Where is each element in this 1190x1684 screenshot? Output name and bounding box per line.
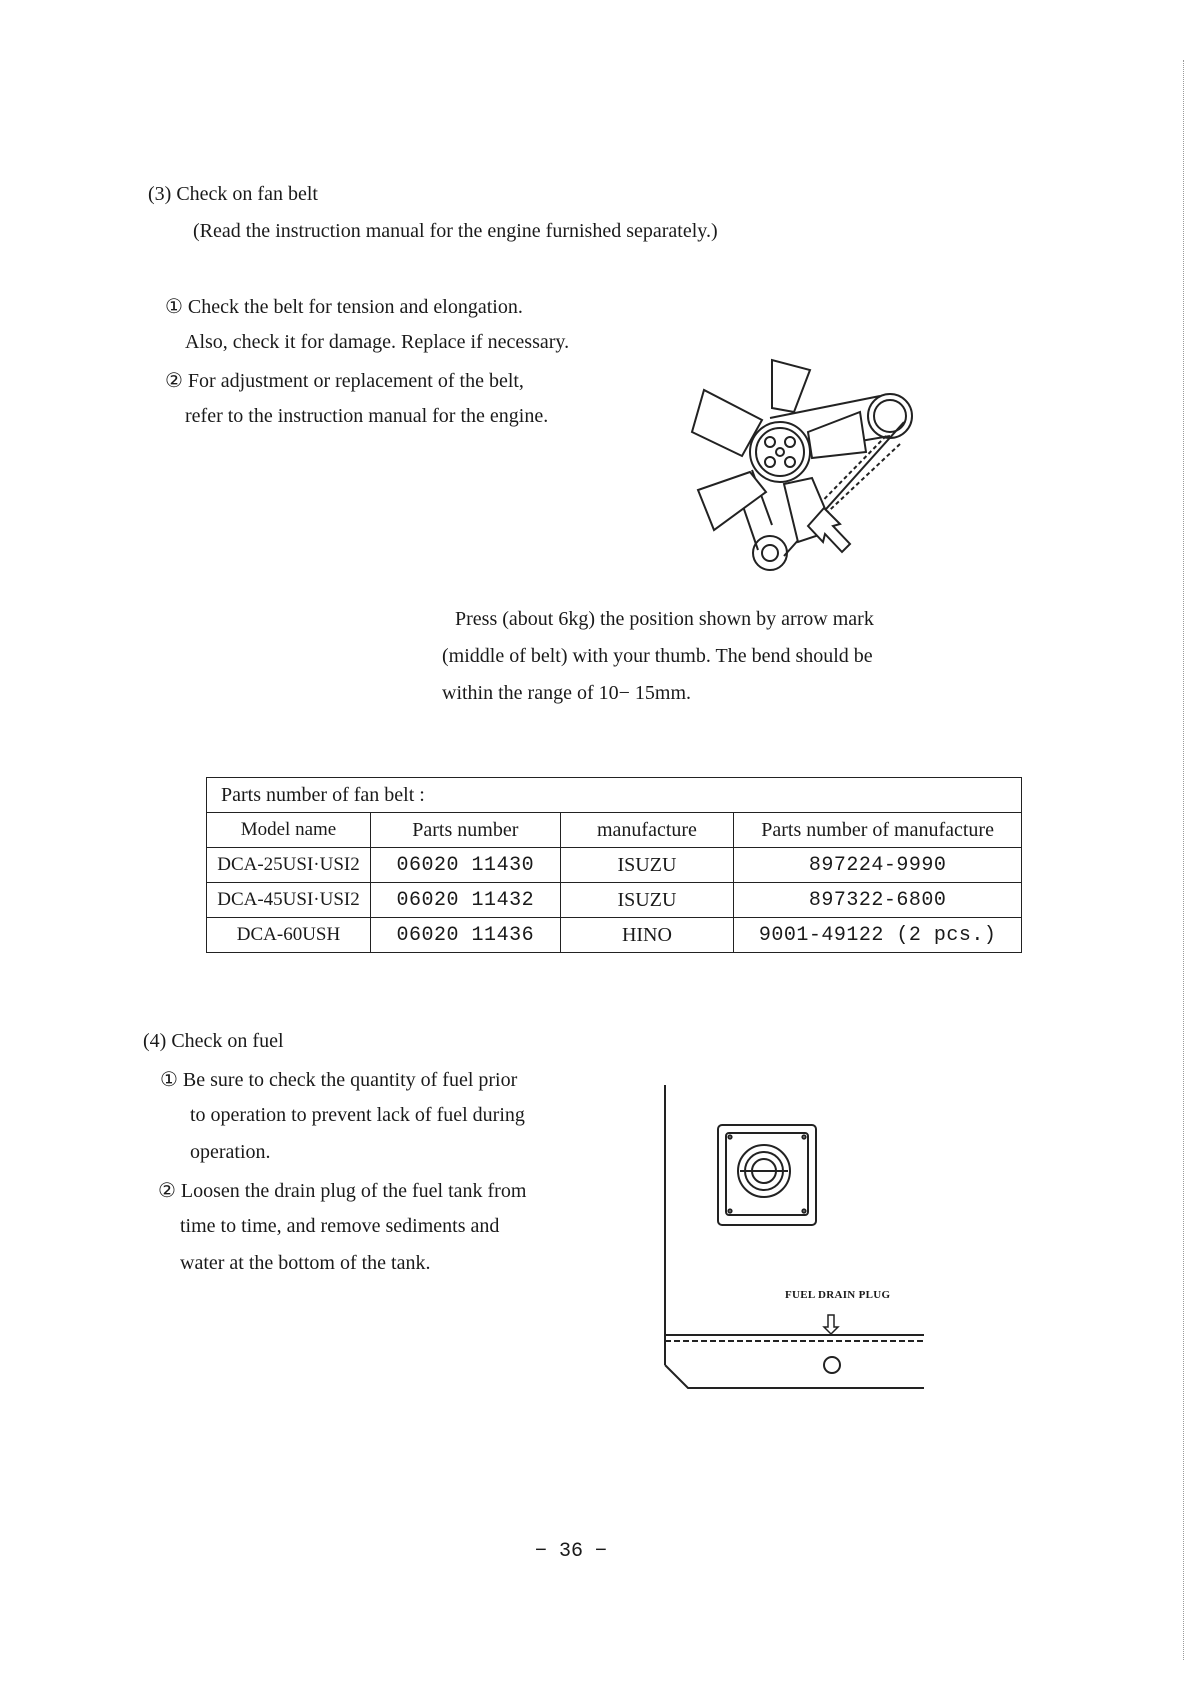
cell-model: DCA-60USH <box>207 918 371 953</box>
section3-heading: (3) Check on fan belt <box>148 183 318 205</box>
section4-item1-line1: ① Be sure to check the quantity of fuel prior <box>160 1069 518 1091</box>
section4-item1-line2: to operation to prevent lack of fuel during <box>190 1104 525 1126</box>
section3-item2-line1: ② For adjustment or replacement of the belt, <box>165 370 524 392</box>
cell-parts-number: 06020 11436 <box>370 918 560 953</box>
header-parts-number-manufacture: Parts number of manufacture <box>734 813 1022 848</box>
cell-mfr-parts-number: 897224-9990 <box>734 848 1022 883</box>
section4-item1-line3: operation. <box>190 1141 271 1163</box>
header-parts-number: Parts number <box>370 813 560 848</box>
header-manufacture: manufacture <box>560 813 734 848</box>
cell-manufacture: HINO <box>560 918 734 953</box>
section3-item1-line1: ① Check the belt for tension and elongation. <box>165 296 523 318</box>
section4-item2-line2: time to time, and remove sediments and <box>180 1215 500 1237</box>
section3-item2-line2: refer to the instruction manual for the engine. <box>185 405 549 427</box>
table-row <box>207 918 1022 953</box>
fuel-drain-plug-label: FUEL DRAIN PLUG <box>785 1289 891 1301</box>
table-title-row <box>207 778 1022 813</box>
caption-line1: Press (about 6kg) the position shown by arrow mark <box>455 608 874 630</box>
cell-manufacture: ISUZU <box>560 883 734 918</box>
fan-belt-parts-table <box>206 777 1022 953</box>
section4-item2-line1: ② Loosen the drain plug of the fuel tank from <box>158 1180 527 1202</box>
section3-subnote: (Read the instruction manual for the engine furnished separately.) <box>193 220 718 242</box>
table-title: Parts number of fan belt : <box>207 778 1022 813</box>
header-model-name: Model name <box>207 813 371 848</box>
cell-model: DCA-25USI·USI2 <box>207 848 371 883</box>
table-header-row <box>207 813 1022 848</box>
table-row <box>207 883 1022 918</box>
section3-item1-line2: Also, check it for damage. Replace if necessary. <box>185 331 570 353</box>
caption-line3: within the range of 10− 15mm. <box>442 682 692 704</box>
cell-parts-number: 06020 11432 <box>370 883 560 918</box>
section4-item2-line3: water at the bottom of the tank. <box>180 1252 431 1274</box>
cell-mfr-parts-number: 897322-6800 <box>734 883 1022 918</box>
fan-belt-figure <box>690 360 930 585</box>
caption-line2: (middle of belt) with your thumb. The bend should be <box>442 645 873 667</box>
cell-model: DCA-45USI·USI2 <box>207 883 371 918</box>
binding-edge <box>1183 60 1184 1660</box>
cell-mfr-parts-number: 9001-49122 (2 pcs.) <box>734 918 1022 953</box>
cell-parts-number: 06020 11430 <box>370 848 560 883</box>
cell-manufacture: ISUZU <box>560 848 734 883</box>
table-row <box>207 848 1022 883</box>
section4-heading: (4) Check on fuel <box>143 1030 284 1052</box>
fuel-tank-figure <box>662 1085 927 1395</box>
page-number: − 36 − <box>535 1540 608 1563</box>
